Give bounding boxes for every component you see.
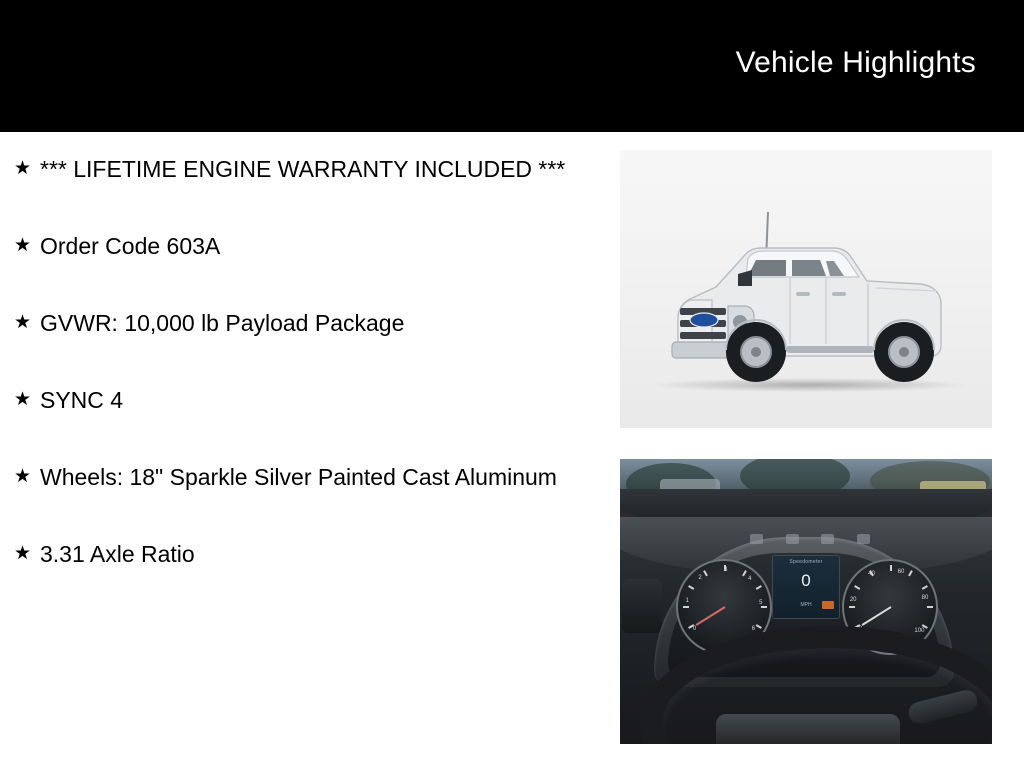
star-icon: ★ <box>14 235 32 256</box>
instrument-cluster-image <box>620 459 992 744</box>
list-item <box>10 308 590 339</box>
tach-tick-label: 1 <box>685 598 689 605</box>
list-item-label: SYNC 4 <box>40 387 124 413</box>
list-item <box>10 462 590 493</box>
tach-needle <box>696 606 726 626</box>
speedo-tick-label: 20 <box>849 596 857 603</box>
steering-wheel-spoke <box>716 714 900 744</box>
star-icon: ★ <box>14 543 32 564</box>
telltale-row <box>750 533 870 545</box>
list-item <box>10 539 590 570</box>
list-item <box>10 154 590 185</box>
star-icon: ★ <box>14 158 32 179</box>
speed-units: MPH <box>800 602 812 608</box>
star-icon: ★ <box>14 466 32 487</box>
tach-tick-label: 6 <box>751 626 756 633</box>
tach-tick-label: 2 <box>698 574 702 581</box>
warning-indicator <box>822 601 834 609</box>
tach-tick-label: 4 <box>748 576 752 583</box>
list-item <box>10 385 590 416</box>
header-bar <box>0 0 1024 132</box>
speedo-tick-label: 0 <box>858 626 863 633</box>
tach-tick-label: 5 <box>759 600 763 607</box>
telltale-icon <box>786 534 799 544</box>
cluster-center-display <box>772 555 840 619</box>
page-title: Vehicle Highlights <box>735 46 976 79</box>
speedo-tick-label: 40 <box>868 570 875 577</box>
telltale-icon <box>857 534 870 544</box>
speed-label: Speedometer <box>789 559 823 565</box>
telltale-icon <box>821 534 834 544</box>
highlights-list <box>10 154 590 570</box>
list-item-label: Wheels: 18" Sparkle Silver Painted Cast Aluminum <box>40 464 557 490</box>
tach-tick-label: 3 <box>724 567 728 574</box>
tach-tick-label: 0 <box>692 626 697 633</box>
list-item-label: GVWR: 10,000 lb Payload Package <box>40 310 405 336</box>
star-icon: ★ <box>14 389 32 410</box>
list-item-label: *** LIFETIME ENGINE WARRANTY INCLUDED *** <box>40 156 566 182</box>
air-vent <box>622 579 662 633</box>
speedo-tick-label: 80 <box>921 594 929 601</box>
speed-value: 0 <box>801 571 811 590</box>
list-item-label: 3.31 Axle Ratio <box>40 541 195 567</box>
star-icon: ★ <box>14 312 32 333</box>
speedo-tick-label: 60 <box>897 569 905 576</box>
list-item <box>10 231 590 262</box>
list-item-label: Order Code 603A <box>40 233 221 259</box>
truck-illustration <box>620 150 992 428</box>
truck-exterior-image <box>620 150 992 428</box>
speedo-tick-label: 100 <box>914 627 925 634</box>
speedo-needle <box>862 606 892 626</box>
telltale-icon <box>750 534 763 544</box>
slide-content <box>0 132 1024 768</box>
